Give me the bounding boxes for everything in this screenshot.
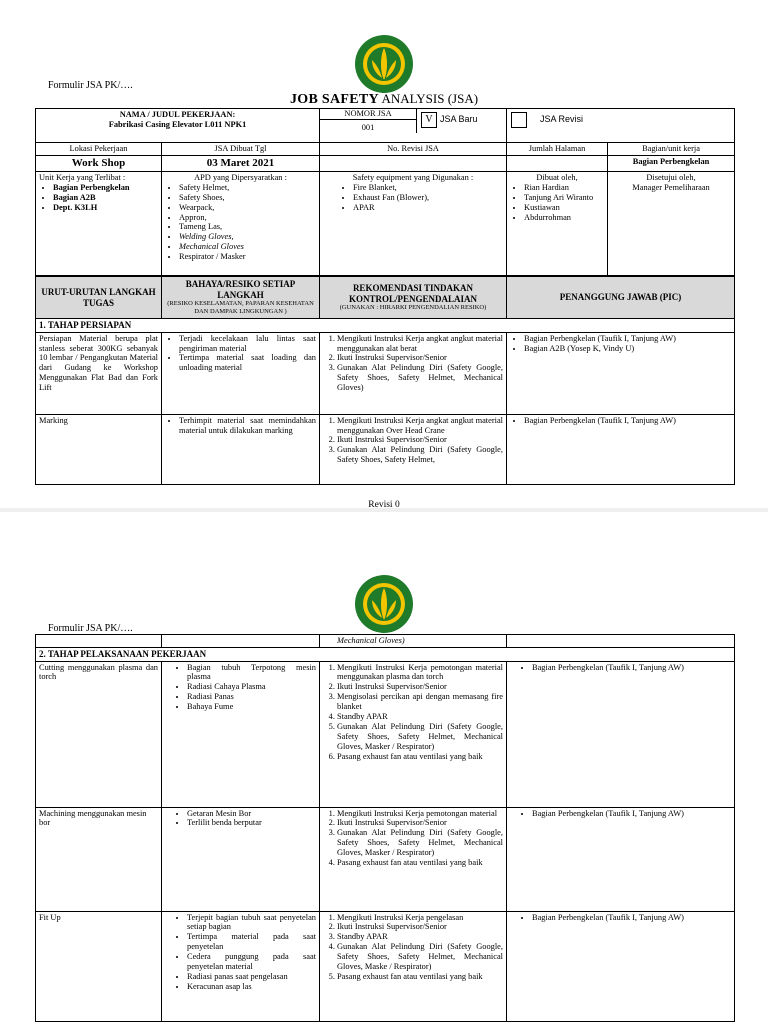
control-cell: 1. Mengikuti Instruksi Kerja angkat angkut material menggunakan alat berat 2. Ikuti Instruksi Supervisor/Senior 3. Gunakan Alat Pelindung Diri (Safety Google, Safety Shoes, Safety Helmet, Mechanical Gloves)	[320, 332, 507, 414]
step-cell: Machining menggunakan mesin bor	[36, 807, 162, 911]
unit-value: Bagian Perbengkelan	[608, 155, 735, 171]
hazard-cell: • Terhimpit material saat memindahkan material untuk dilakukan marking	[162, 414, 320, 484]
jsa-number-cell: NOMOR JSA 001 V JSA Baru	[320, 109, 507, 143]
job-title-cell: NAMA / JUDUL PEKERJAAN: Fabrikasi Casing Elevator L011 NPK1	[36, 109, 320, 143]
hazard-cell: • Terjepit bagian tubuh saat penyetelan setiap bagian • Tertimpa material pada saat penyetelan • Cedera punggung pada saat penyetelan material • Radiasi panas saat pengelasan • Keracunan asap las	[162, 911, 320, 1021]
section-title: 1. TAHAP PERSIAPAN	[36, 319, 735, 333]
column-header-hazard: BAHAYA/RESIKO SETIAP LANGKAH (RESIKO KESELAMATAN, PAPARAN KESEHATAN DAN DAMPAK LINGKUNGAN )	[162, 277, 320, 319]
safety-equipment-cell: Safety equipment yang Digunakan : • Fire Blanket, • Exhaust Fan (Blower), • APAR	[320, 171, 507, 275]
jsa-new-checkbox[interactable]: V	[421, 112, 437, 128]
pic-cell: • Bagian Perbengkelan (Taufik I, Tanjung AW)	[507, 807, 735, 911]
location-value: Work Shop	[36, 155, 162, 171]
form-number: Formulir JSA PK/….	[48, 80, 133, 91]
revision-no-value	[320, 155, 507, 171]
hazard-cell: • Bagian tubuh Terpotong mesin plasma • Radiasi Cahaya Plasma • Radiasi Panas • Bahaya Fume	[162, 661, 320, 807]
section-title: 2. TAHAP PELAKSANAAN PEKERJAAN	[36, 647, 735, 661]
control-cell: 1. Mengikuti Instruksi Kerja pemotongan material menggunakan plasma dan torch 2. Ikuti Instruksi Supervisor/Senior 3. Mengisolasi percikan api dengan memasang fire blanket 4. Standby APAR 5. Gunakan Alat Pelindung Diri (Safety Google, Safety Shoes, Safety Helmet, Mechanical Gloves, Masker / Respirator) 6. Pasang exhaust fan atau ventilasi yang baik	[320, 661, 507, 807]
company-logo	[354, 34, 414, 94]
pages-label: Jumlah Halaman	[507, 143, 608, 156]
column-header-steps: URUT-URUTAN LANGKAH TUGAS	[36, 277, 162, 319]
location-label: Lokasi Pekerjaan	[36, 143, 162, 156]
step-cell: Persiapan Material berupa plat stanless seberat 300KG sebanyak 10 lembar / Pengangkutan Material dari Gudang ke Workshop Menggunakan Flat Bad dan Fork Lift	[36, 332, 162, 414]
jsa-revision-checkbox[interactable]	[511, 112, 527, 128]
table-row	[36, 807, 735, 911]
approved-by-cell: Disetujui oleh, Manager Pemeliharaan	[608, 171, 735, 275]
column-header-pic: PENANGGUNG JAWAB (PIC)	[507, 277, 735, 319]
jsa-info-table	[35, 108, 735, 276]
jsa-revision-cell: JSA Revisi	[507, 109, 735, 143]
carry-over-cell: Mechanical Gloves)	[320, 635, 507, 648]
table-row	[36, 414, 735, 484]
revision-footer: Revisi 0	[368, 500, 400, 510]
jsa-steps-table-continued	[35, 634, 735, 1022]
hazard-cell: • Getaran Mesin Bor • Terlilit benda berputar	[162, 807, 320, 911]
control-cell: 1. Mengikuti Instruksi Kerja angkat angkut material menggunakan Over Head Crane 2. Ikuti Instruksi Supervisor/Senior 3. Gunakan Alat Pelindung Diri (Safety Google, Safety Shoes, Safety Helmet,	[320, 414, 507, 484]
jsa-steps-table	[35, 276, 735, 485]
step-cell: Marking	[36, 414, 162, 484]
step-cell: Fit Up	[36, 911, 162, 1021]
pic-cell: • Bagian Perbengkelan (Taufik I, Tanjung AW)	[507, 414, 735, 484]
date-value: 03 Maret 2021	[162, 155, 320, 171]
units-involved-cell: Unit Kerja yang Terlibat : • Bagian Perbengkelan • Bagian A2B • Dept. K3LH	[36, 171, 162, 275]
pic-cell: • Bagian Perbengkelan (Taufik I, Tanjung AW)	[507, 911, 735, 1021]
column-header-control: REKOMENDASI TINDAKAN KONTROL/PENGENDALAIAN (GUNAKAN : HIRARKI PENGENDALIAN RESIKO)	[320, 277, 507, 319]
table-row	[36, 911, 735, 1021]
date-label: JSA Dibuat Tgl	[162, 143, 320, 156]
pic-cell: • Bagian Perbengkelan (Taufik I, Tanjung AW)	[507, 661, 735, 807]
revision-no-label: No. Revisi JSA	[320, 143, 507, 156]
control-cell: 1. Mengikuti Instruksi Kerja pemotongan material 2. Ikuti Instruksi Supervisor/Senior 3. Gunakan Alat Pelindung Diri (Safety Google, Safety Shoes, Safety Helmet, Mechanical Gloves, Masker / Respirator) 4. Pasang exhaust fan atau ventilasi yang baik	[320, 807, 507, 911]
hazard-cell: • Terjadi kecelakaan lalu lintas saat pengiriman material • Tertimpa material saat loading dan unloading material	[162, 332, 320, 414]
control-cell: 1. Mengikuti Instruksi Kerja pengelasan 2. Ikuti Instruksi Supervisor/Senior 3. Standby APAR 4. Gunakan Alat Pelindung Diri (Safety Google, Safety Shoes, Safety Helmet, Mechanical Gloves, Maske / Respirator) 5. Pasang exhaust fan atau ventilasi yang baik	[320, 911, 507, 1021]
document-title: JOB SAFETY ANALYSIS (JSA)	[289, 91, 479, 107]
form-number: Formulir JSA PK/….	[48, 623, 133, 634]
unit-label: Bagian/unit kerja	[608, 143, 735, 156]
pages-value	[507, 155, 608, 171]
table-row	[36, 661, 735, 807]
table-row	[36, 332, 735, 414]
pic-cell: • Bagian Perbengkelan (Taufik I, Tanjung AW) • Bagian A2B (Yosep K, Vindy U)	[507, 332, 735, 414]
document-page-2	[0, 512, 768, 1024]
apd-cell: APD yang Dipersyaratkan : • Safety Helmet, • Safety Shoes, • Wearpack, • Appron, • Tameng Las, • Welding Gloves, • Mechanical Gloves • Respirator / Masker	[162, 171, 320, 275]
company-logo	[354, 574, 414, 634]
step-cell: Cutting menggunakan plasma dan torch	[36, 661, 162, 807]
made-by-cell: Dibuat oleh, • Rian Hardian • Tanjung Ari Wiranto • Kustiawan • Abdurrohman	[507, 171, 608, 275]
